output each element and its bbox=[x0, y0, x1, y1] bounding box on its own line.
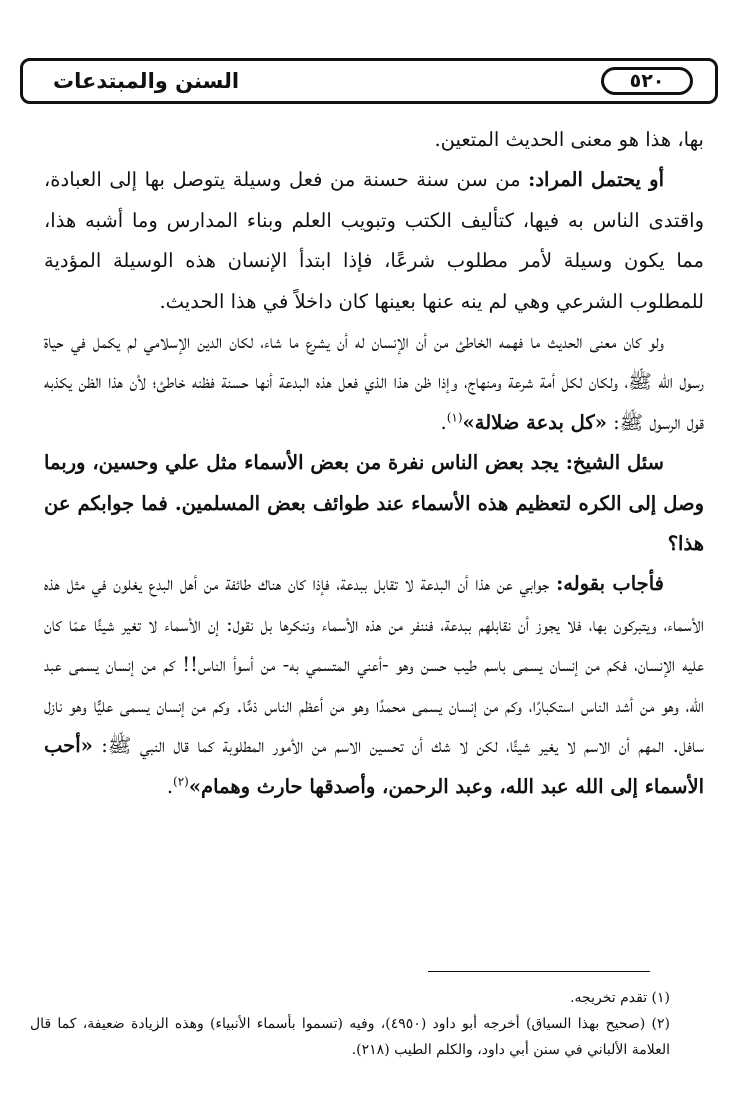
paragraph-3: ولو كان معنى الحديث ما فهمه الخاطئ من أن الإنسان له أن يشرع ما شاء، لكان الدين الإسلامي لم يكمل في حياة رسول الله ﷺ، ولكان لكل أمة شرعة ومنهاج، وإذا ظن هذا الذي فعل هذه البدعة أنها حسنة فظنه خاطئ؛ لأن هذا الظن يكذبه قول الرسول ﷺ: «كل بدعة ضلالة»$^{(١)}$. bbox=[44, 330, 704, 434]
paragraph-2: أو يحتمل المراد: من سن سنة حسنة من فعل وسيلة يتوصل بها إلى العبادة، واقتدى الناس به فيها، كتأليف الكتب وتبويب العلم وبناء المدارس وما أشبه هذا، مما يكون وسيلة لأمر مطلوب شرعًا، فإذا ابتدأ الإنسان هذه الوسيلة المؤدية للمطلوب الشرعي وهي لم ينه عنها بعينها كان داخلاً في هذا الحديث. bbox=[44, 168, 704, 313]
footnote-ref-1[interactable]: (١) bbox=[446, 410, 463, 425]
hadith-quote: «كل بدعة ضلالة» bbox=[462, 410, 607, 434]
paragraph-1: بها، هذا هو معنى الحديث المتعين. bbox=[434, 128, 704, 151]
page-number-badge: ٥٢٠ bbox=[601, 67, 693, 95]
paragraph-lead: أو يحتمل المراد: bbox=[528, 168, 664, 192]
footnote-2: (٢) (صحيح بهذا السياق) أخرجه أبو داود (٤٩٥٠)، وفيه (تسموا بأسماء الأنبياء) وهذه الزيادة ضعيفة، كما قال العلامة الألباني في سنن أبي داود، والكلم الطيب (٢١٨). bbox=[30, 1016, 670, 1058]
footnote-ref-2[interactable]: (٢) bbox=[173, 774, 189, 788]
hadith-quote: «أحب الأسماء إلى الله عبد الله، وعبد الرحمن، وأصدقها حارث وهمام» bbox=[44, 734, 704, 798]
footnote-1: (١) تقدم تخريجه. bbox=[570, 990, 670, 1006]
paragraph-lead: سئل الشيخ: bbox=[565, 451, 664, 475]
book-title: السنن والمبتدعات bbox=[53, 69, 240, 93]
footnote-separator bbox=[428, 971, 650, 972]
question-paragraph: سئل الشيخ: يجد بعض الناس نفرة من بعض الأسماء مثل علي وحسين، وربما وصل إلى الكره لتعظيم هذه الأسماء عند طوائف بعض المسلمين. فما جوابكم عن هذا؟ bbox=[44, 451, 704, 556]
answer-paragraph: فأجاب بقوله: جوابي عن هذا أن البدعة لا تقابل ببدعة، فإذا كان هناك طائفة من أهل البدع يغلون في مثل هذه الأسماء، ويتبركون بها، فلا يجوز أن نقابلهم ببدعة، فننفر من هذه الأسماء وننكرها بل نقول: إن الأسماء لا تغير شيئًا عمّا كان عليه الإنسان، فكم من إنسان يسمى باسم طيب حسن وهو -أعني المتسمي به- من أسوأ الناس!! كم من إنسان يسمى عبد الله، وهو من أشد الناس استكبارًا، وكم من إنسان يسمى محمدًا وهو من أعظم الناس ذمًّا. وكم من إنسان يسمى عليًّا وهو نازل سافل. المهم أن الاسم لا يغير شيئًا، لكن لا شك أن تحسين الاسم من الأمور المطلوبة كما قال النبي ﷺ: «أحب الأسماء إلى الله عبد الله، وعبد الرحمن، وأصدقها حارث وهمام»$^{(٢)}$. bbox=[44, 572, 704, 798]
footnotes bbox=[30, 985, 670, 1063]
paragraph-lead: فأجاب بقوله: bbox=[556, 572, 664, 596]
running-header bbox=[20, 58, 718, 104]
main-text bbox=[44, 120, 704, 807]
